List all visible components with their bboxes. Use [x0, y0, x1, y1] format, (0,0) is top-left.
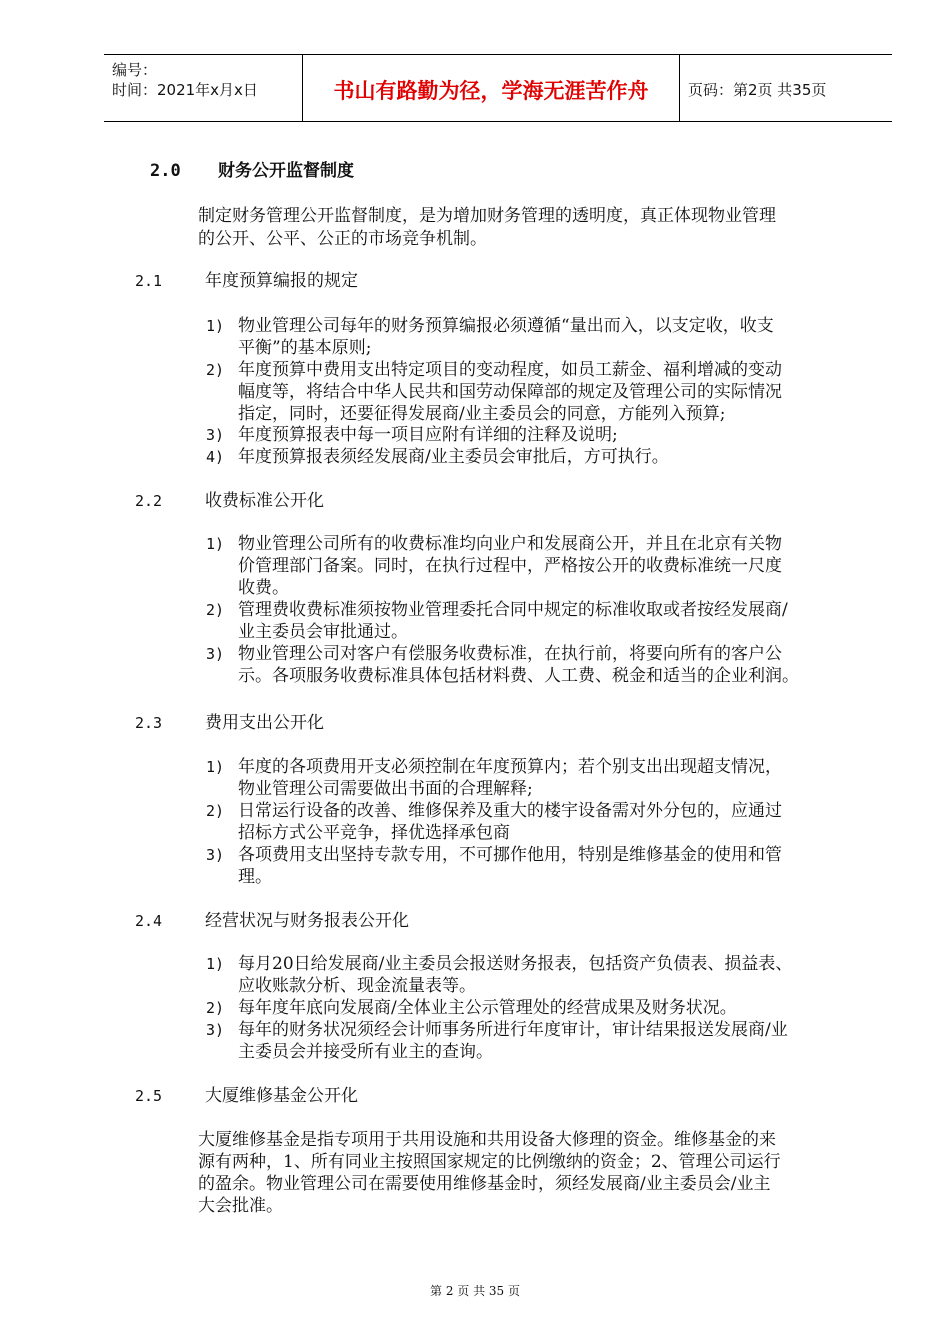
- list-item-line: 收费。: [238, 578, 289, 598]
- list-item-line: 平衡”的基本原则;: [238, 338, 372, 358]
- subsection-number: 2.4: [135, 912, 163, 930]
- list-item-marker: 3): [206, 846, 225, 864]
- list-item-marker: 3): [206, 645, 225, 663]
- list-item-marker: 1): [206, 535, 225, 553]
- list-item-line: 物业管理公司需要做出书面的合理解释;: [238, 779, 533, 799]
- list-item-marker: 2): [206, 999, 225, 1017]
- list-item-line: 每月20日给发展商/业主委员会报送财务报表，包括资产负债表、损益表、: [238, 954, 793, 974]
- list-item-line: 物业管理公司每年的财务预算编报必须遵循“量出而入，以支定收，收支: [238, 316, 774, 336]
- document-header: [104, 54, 892, 122]
- list-item-marker: 2): [206, 802, 225, 820]
- list-item-marker: 1): [206, 955, 225, 973]
- document-time-label: 时间：2021年x月x日: [112, 81, 258, 99]
- subsection-title: 费用支出公开化: [205, 713, 324, 733]
- list-item-line: 日常运行设备的改善、维修保养及重大的楼宇设备需对外分包的，应通过: [238, 801, 782, 821]
- paragraph-line: 大会批准。: [198, 1196, 283, 1216]
- list-item-marker: 3): [206, 426, 225, 444]
- paragraph-line: 大厦维修基金是指专项用于共用设施和共用设备大修理的资金。维修基金的来: [198, 1130, 776, 1150]
- subsection-title: 经营状况与财务报表公开化: [205, 911, 409, 931]
- list-item-line: 年度预算报表须经发展商/业主委员会审批后，方可执行。: [238, 447, 669, 467]
- list-item-line: 理。: [238, 867, 272, 887]
- list-item-line: 年度预算报表中每一项目应附有详细的注释及说明;: [238, 425, 618, 445]
- paragraph-line: 的盈余。物业管理公司在需要使用维修基金时，须经发展商/业主委员会/业主: [198, 1174, 771, 1194]
- list-item-line: 管理费收费标准须按物业管理委托合同中规定的标准收取或者按经发展商/: [238, 600, 788, 620]
- list-item-line: 各项费用支出坚持专款专用，不可挪作他用，特别是维修基金的使用和管: [238, 845, 782, 865]
- subsection-number: 2.5: [135, 1087, 163, 1105]
- list-item-marker: 2): [206, 601, 225, 619]
- paragraph-line: 源有两种，1、所有同业主按照国家规定的比例缴纳的资金；2、管理公司运行: [198, 1152, 781, 1172]
- list-item-line: 每年的财务状况须经会计师事务所进行年度审计，审计结果报送发展商/业: [238, 1020, 788, 1040]
- list-item-line: 指定，同时，还要征得发展商/业主委员会的同意，方能列入预算;: [238, 404, 726, 424]
- subsection-title: 年度预算编报的规定: [205, 271, 358, 291]
- page-footer: 第 2 页 共 35 页: [430, 1284, 520, 1298]
- header-motto-cell: [303, 55, 680, 121]
- list-item-line: 主委员会并接受所有业主的查询。: [238, 1042, 493, 1062]
- list-item-line: 招标方式公平竞争，择优选择承包商: [238, 823, 510, 843]
- list-item-line: 应收账款分析、现金流量表等。: [238, 976, 476, 996]
- intro-line: 制定财务管理公开监督制度，是为增加财务管理的透明度，真正体现物业管理: [198, 206, 776, 226]
- list-item-line: 物业管理公司所有的收费标准均向业户和发展商公开，并且在北京有关物: [238, 534, 782, 554]
- subsection-title: 收费标准公开化: [205, 491, 324, 511]
- subsection-number: 2.1: [135, 272, 163, 290]
- list-item-line: 示。各项服务收费标准具体包括材料费、人工费、税金和适当的企业利润。: [238, 666, 799, 686]
- header-page-cell: [680, 55, 892, 121]
- subsection-number: 2.2: [135, 492, 163, 510]
- list-item-line: 物业管理公司对客户有偿服务收费标准，在执行前，将要向所有的客户公: [238, 644, 782, 664]
- list-item-marker: 4): [206, 448, 225, 466]
- motto-text: 书山有路勤为径，学海无涯苦作舟: [333, 79, 649, 103]
- document-number-label: 编号：: [112, 61, 158, 79]
- subsection-title: 大厦维修基金公开化: [205, 1086, 358, 1106]
- list-item-marker: 3): [206, 1021, 225, 1039]
- list-item-marker: 1): [206, 317, 225, 335]
- section-title: 财务公开监督制度: [218, 161, 354, 181]
- page-code: 页码：第2页 共35页: [688, 81, 827, 99]
- intro-line: 的公开、公平、公正的市场竞争机制。: [198, 229, 487, 249]
- section-number: 2.0: [150, 161, 181, 181]
- list-item-line: 年度的各项费用开支必须控制在年度预算内；若个别支出出现超支情况，: [238, 757, 782, 777]
- subsection-number: 2.3: [135, 714, 163, 732]
- list-item-line: 幅度等，将结合中华人民共和国劳动保障部的规定及管理公司的实际情况: [238, 382, 782, 402]
- header-meta-cell: [104, 55, 303, 121]
- list-item-marker: 2): [206, 361, 225, 379]
- list-item-line: 每年度年底向发展商/全体业主公示管理处的经营成果及财务状况。: [238, 998, 737, 1018]
- list-item-line: 年度预算中费用支出特定项目的变动程度，如员工薪金、福利增减的变动: [238, 360, 782, 380]
- list-item-line: 价管理部门备案。同时，在执行过程中，严格按公开的收费标准统一尺度: [238, 556, 782, 576]
- list-item-line: 业主委员会审批通过。: [238, 622, 408, 642]
- list-item-marker: 1): [206, 758, 225, 776]
